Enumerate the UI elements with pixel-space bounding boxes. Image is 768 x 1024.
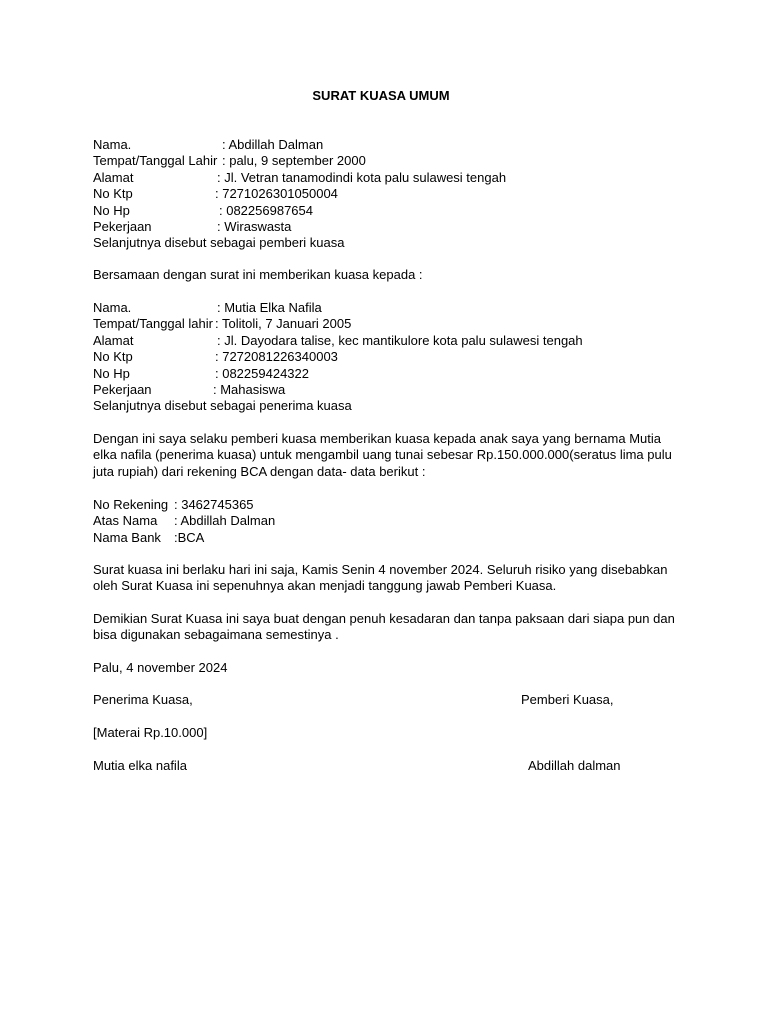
intro-text: Bersamaan dengan surat ini memberikan kuasa kepada :: [93, 267, 423, 282]
receiver-field-phone: [93, 366, 683, 382]
field-value: : Mutia Elka Nafila: [217, 300, 322, 315]
place-date-text: Palu, 4 november 2024: [93, 660, 228, 675]
field-value: : 082256987654: [219, 202, 313, 218]
document-title: SURAT KUASA UMUM: [312, 88, 450, 103]
field-value: : 3462745365: [174, 497, 254, 512]
receiver-signature-heading: Penerima Kuasa,: [93, 692, 193, 707]
field-label: Nama Bank: [93, 529, 161, 545]
body-line: elka nafila (penerima kuasa) untuk mengambil uang tunai sebesar Rp.150.000.000(seratus lima pulu: [93, 447, 672, 463]
giver-note: Selanjutnya disebut sebagai pemberi kuasa: [93, 235, 345, 251]
receiver-field-birth: [93, 316, 683, 332]
bank-details-block: [93, 497, 683, 546]
giver-field-phone: [93, 203, 683, 219]
field-value: : palu, 9 september 2000: [222, 153, 366, 169]
validity-paragraph: [93, 562, 673, 595]
field-label: Tempat/Tanggal lahir: [93, 316, 213, 332]
giver-identity-block: [93, 137, 683, 252]
closing-line: bisa digunakan sebagaimana semestinya .: [93, 627, 339, 643]
place-date: [93, 660, 673, 676]
giver-field-ktp: [93, 186, 683, 202]
bank-field-account: [93, 497, 683, 513]
field-label: Pekerjaan: [93, 218, 152, 234]
receiver-field-job: [93, 382, 683, 398]
giver-field-birth: [93, 153, 683, 169]
giver-field-job: [93, 219, 683, 235]
field-label: No Hp: [93, 365, 130, 381]
field-value: : 7272081226340003: [215, 349, 338, 365]
body-line: Dengan ini saya selaku pemberi kuasa memberikan kuasa kepada anak saya yang bernama Mutia: [93, 431, 661, 446]
bank-field-bank: [93, 530, 683, 546]
closing-line: Demikian Surat Kuasa ini saya buat dengan penuh kesadaran dan tanpa paksaan dari siapa pun dan: [93, 611, 675, 626]
giver-signature-name: Abdillah dalman: [528, 758, 621, 773]
giver-field-name: [93, 137, 683, 153]
field-label: No Hp: [93, 202, 130, 218]
stamp-duty-placeholder: [Materai Rp.10.000]: [93, 725, 208, 740]
field-label: Atas Nama: [93, 513, 158, 529]
body-paragraph: [93, 431, 673, 480]
field-label: Tempat/Tanggal Lahir: [93, 153, 218, 169]
field-value: : Jl. Vetran tanamodindi kota palu sulawesi tengah: [217, 169, 507, 185]
field-label: Pekerjaan: [93, 381, 152, 397]
field-value: : Jl. Dayodara talise, kec mantikulore kota palu sulawesi tengah: [217, 332, 583, 348]
field-label: Nama.: [93, 300, 132, 315]
field-value: :BCA: [174, 529, 205, 545]
field-value: : 7271026301050004: [215, 186, 338, 202]
field-label: No Rekening: [93, 497, 169, 512]
validity-line: oleh Surat Kuasa ini sepenuhnya akan menjadi tanggung jawab Pemberi Kuasa.: [93, 578, 557, 594]
field-label: Alamat: [93, 169, 134, 185]
field-label: No Ktp: [93, 186, 133, 202]
receiver-field-ktp: [93, 349, 683, 365]
field-value: : Mahasiswa: [213, 381, 286, 397]
giver-field-address: [93, 170, 683, 186]
receiver-note: Selanjutnya disebut sebagai penerima kuasa: [93, 398, 352, 414]
field-value: : Tolitoli, 7 Januari 2005: [215, 316, 352, 332]
bank-field-holder: [93, 513, 683, 529]
receiver-signature-name: Mutia elka nafila: [93, 758, 187, 773]
giver-signature-heading: Pemberi Kuasa,: [521, 692, 614, 707]
body-line: juta rupiah) dari rekening BCA dengan data- data berikut :: [93, 463, 426, 479]
receiver-field-name: [93, 300, 683, 316]
field-value: : Abdillah Dalman: [174, 513, 276, 529]
field-label: No Ktp: [93, 349, 133, 365]
receiver-identity-block: [93, 300, 683, 415]
field-value: : Abdillah Dalman: [222, 137, 324, 152]
intro-line: [93, 267, 673, 283]
field-label: Nama.: [93, 137, 132, 152]
field-value: : 082259424322: [215, 365, 309, 381]
validity-line: Surat kuasa ini berlaku hari ini saja, Kamis Senin 4 november 2024. Seluruh risiko yang disebabkan: [93, 562, 668, 577]
field-label: Alamat: [93, 332, 134, 348]
receiver-field-address: [93, 333, 683, 349]
field-value: : Wiraswasta: [217, 218, 292, 234]
closing-paragraph: [93, 611, 673, 644]
